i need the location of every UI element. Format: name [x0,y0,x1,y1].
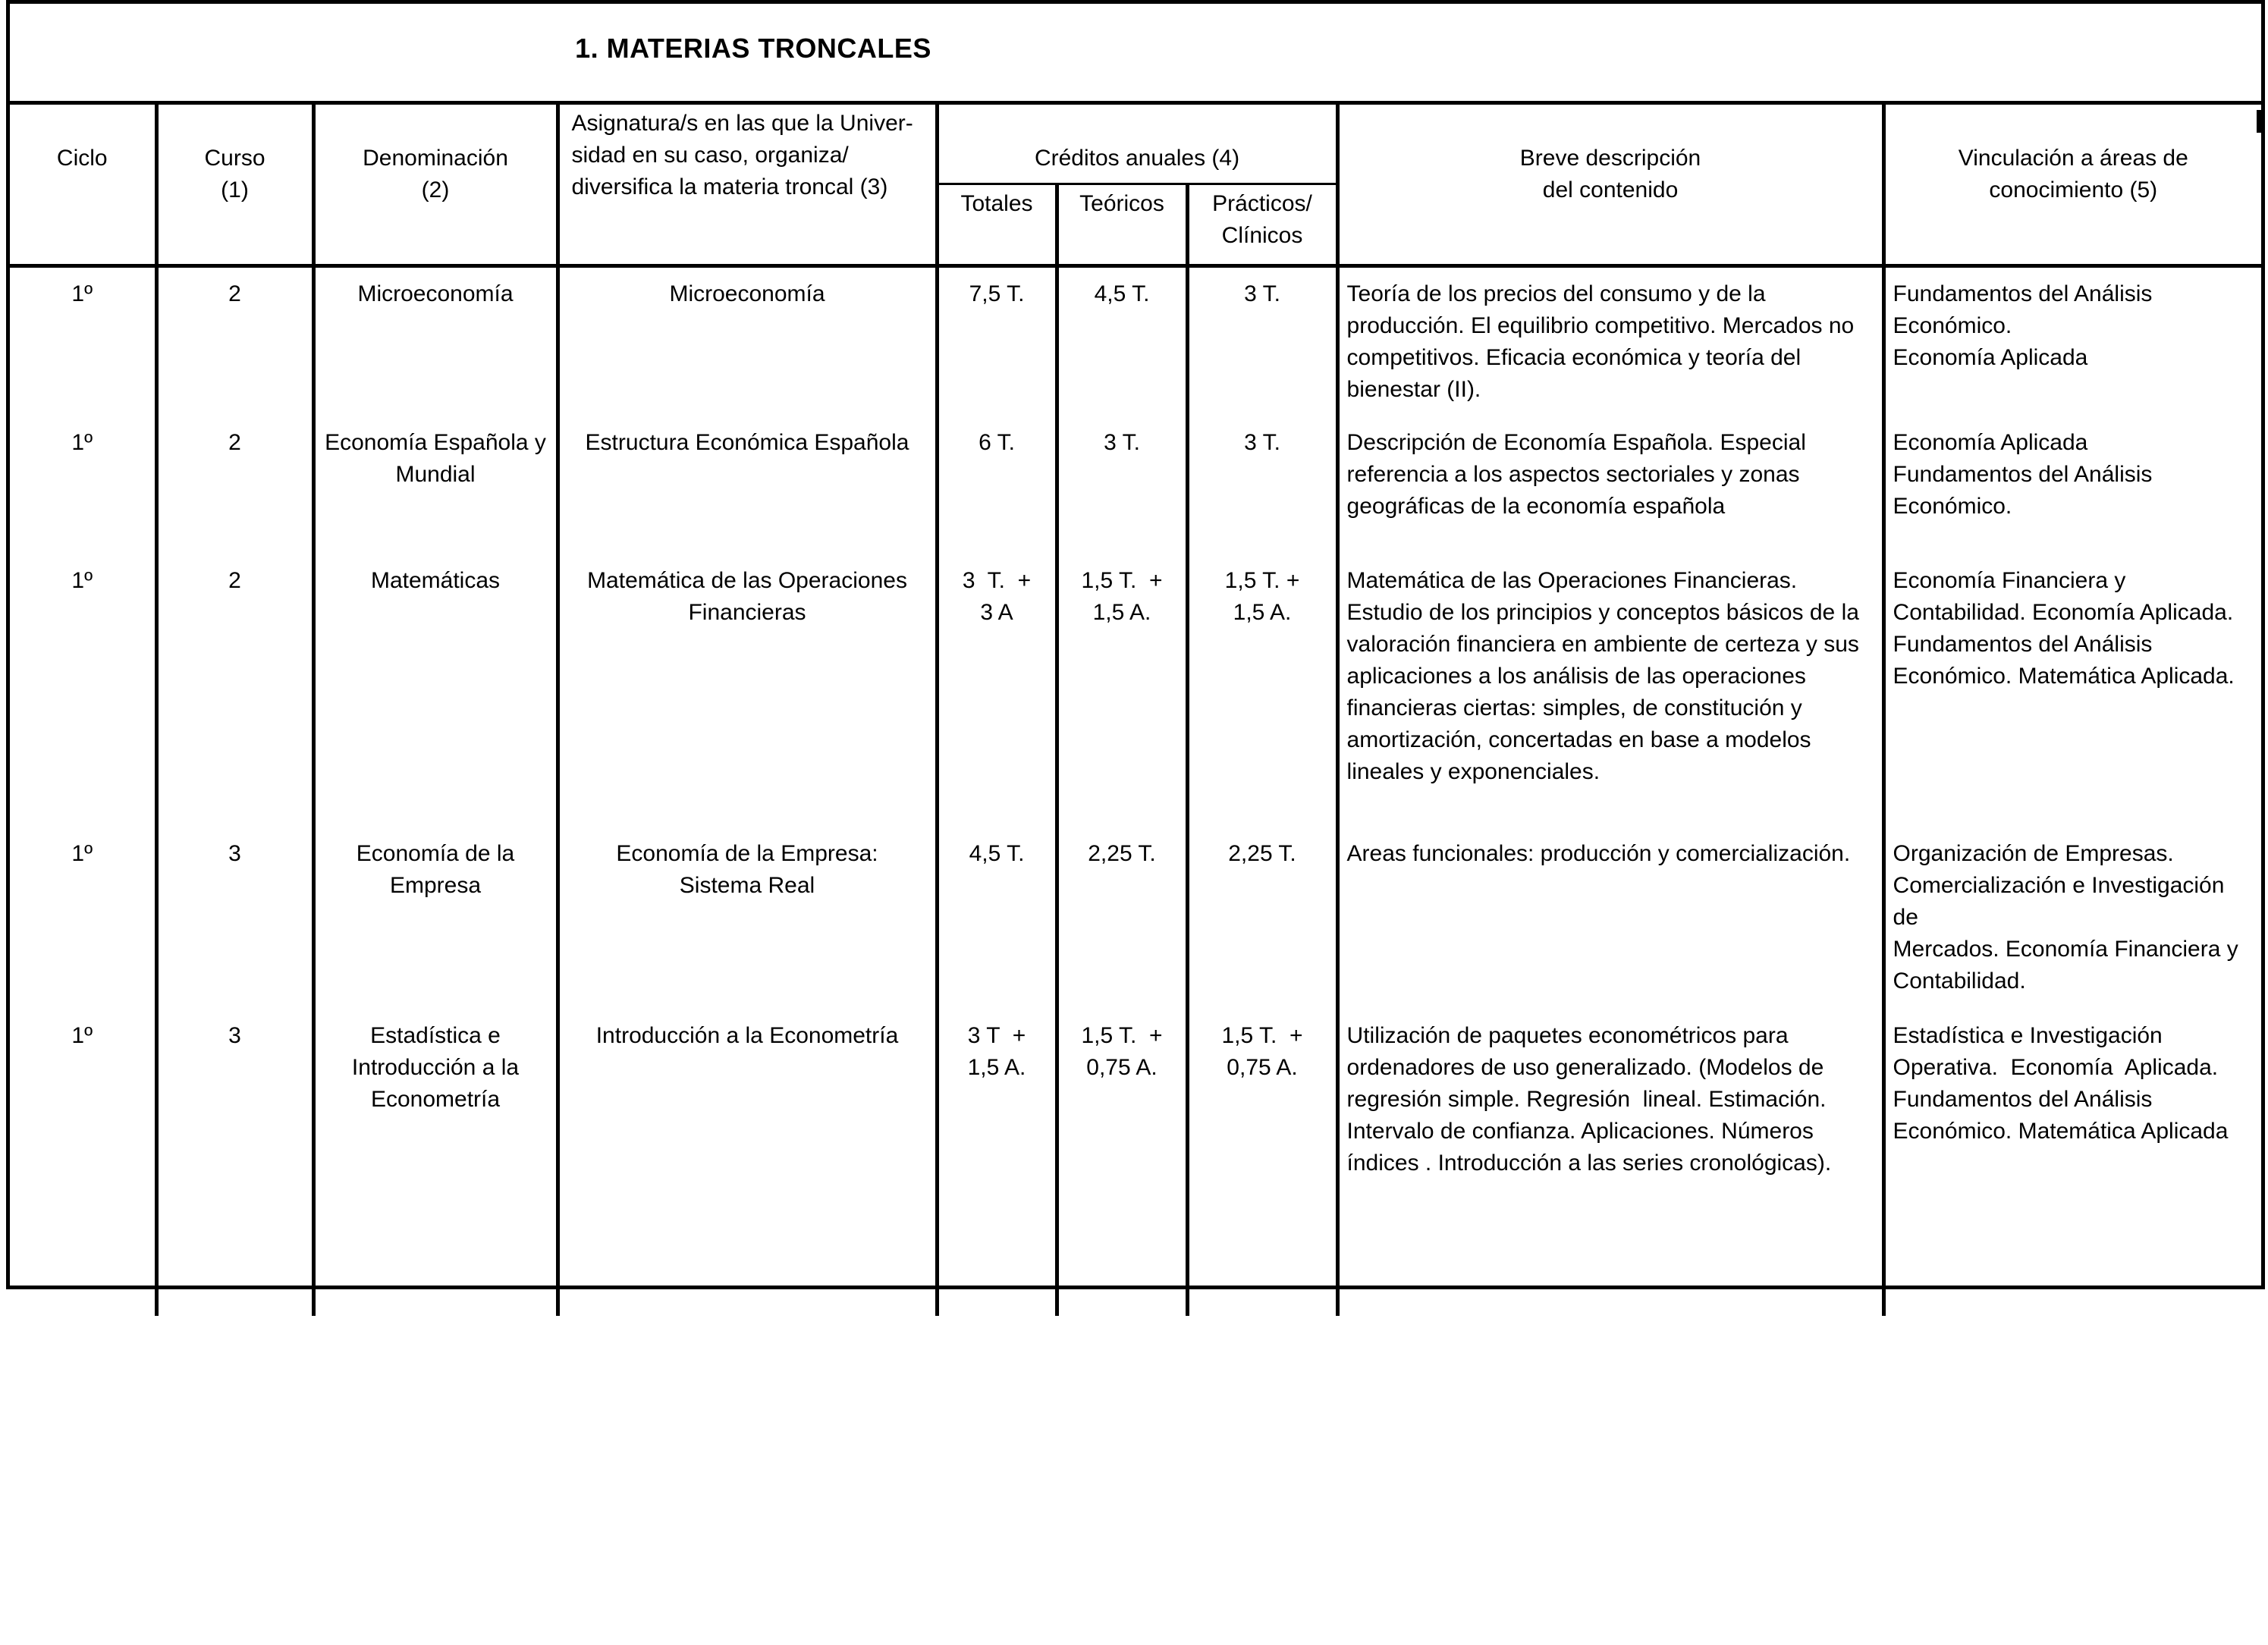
cell-text: Economía de la [356,840,515,866]
cell-text: Introducción a la Econometría [595,1022,899,1048]
cell-text: Operativa. Economía Aplicada. [1893,1054,2219,1080]
cell-curso: 2 [156,416,313,554]
header-ciclo [10,105,156,265]
cell-descripcion [1337,1009,1883,1316]
cell-text: Economía Aplicada [1893,344,2088,370]
cell-denominacion [313,265,558,416]
table-row [10,554,2261,827]
cell-text: Estadística e Investigación [1893,1022,2163,1048]
cell-text: 2,25 T. [1228,840,1296,866]
cell-text: Economía de la Empresa: [616,840,878,866]
title-bar [10,4,2261,105]
cell-asignatura [558,1009,937,1316]
cell-curso: 3 [156,827,313,1009]
cell-teoricos [1057,554,1187,827]
cell-text: amortización, concertadas en base a modelos [1346,727,1811,752]
edge-mark [2257,110,2261,133]
cell-text: Fundamentos del Análisis [1893,281,2153,306]
cell-practicos [1187,416,1337,554]
cell-text: Economía Aplicada [1893,429,2088,455]
cell-descripcion [1337,554,1883,827]
cell-text: Sistema Real [679,872,815,898]
cell-text: Económico. Matemática Aplicada. [1893,663,2235,689]
cell-asignatura [558,827,937,1009]
cell-text: Económico. [1893,312,2012,338]
troncales-sheet [6,0,2265,1289]
cell-text: Economía Española y [325,429,546,455]
header-curso [156,105,313,265]
cell-teoricos [1057,416,1187,554]
cell-text: Matemática de las Operaciones [587,567,907,593]
cell-text: 1,5 A. [1233,599,1292,625]
header-denominacion [313,105,558,265]
cell-text: 3 T + [967,1022,1026,1048]
cell-denominacion [313,416,558,554]
cell-text: ordenadores de uso generalizado. (Modelos de [1346,1054,1824,1080]
cell-text: Empresa [389,872,482,898]
header-descripcion-line: Breve descripción [1519,146,1701,171]
cell-text: Econometría [370,1086,501,1112]
header-practicos-line: Clínicos [1221,222,1303,248]
cell-text: Comercialización e Investigación de [1893,872,2225,930]
header-practicos [1187,184,1337,265]
cell-text: índices . Introducción a las series cronológicas). [1346,1150,1832,1176]
cell-text: 0,75 A. [1227,1054,1298,1080]
cell-text: 4,5 T. [969,840,1025,866]
cell-curso: 2 [156,554,313,827]
header-asignatura-line: Asignatura/s en las que la Univer- [571,111,913,136]
cell-text: Estadística e [370,1022,501,1048]
cell-text: Microeconomía [357,281,514,306]
cell-teoricos [1057,265,1187,416]
cell-practicos [1187,1009,1337,1316]
cell-vinculacion [1883,265,2261,416]
table-row [10,1009,2261,1316]
table-row [10,827,2261,1009]
cell-text: bienestar (II). [1346,376,1481,402]
cell-totales [937,265,1057,416]
cell-ciclo: 1º [10,1009,156,1316]
cell-text: 3 T. [1244,281,1280,306]
cell-text: Estudio de los principios y conceptos básicos de la [1346,599,1859,625]
cell-totales [937,1009,1057,1316]
cell-text: aplicaciones a los análisis de las operaciones [1346,663,1806,689]
cell-practicos [1187,554,1337,827]
cell-practicos [1187,265,1337,416]
cell-vinculacion [1883,416,2261,554]
materias-table [10,105,2261,1316]
cell-text: 3 T. [1244,429,1280,455]
header-creditos [937,105,1337,184]
header-totales [937,184,1057,265]
cell-text: Fundamentos del Análisis [1893,1086,2153,1112]
header-asignatura-line: diversifica la materia troncal (3) [571,174,888,199]
cell-text: 2,25 T. [1088,840,1156,866]
cell-text: 4,5 T. [1094,281,1150,306]
cell-denominacion [313,554,558,827]
cell-totales [937,416,1057,554]
cell-text: Utilización de paquetes econométricos para [1346,1022,1789,1048]
cell-text: Matemática de las Operaciones Financieras. [1346,567,1798,593]
cell-text: 1,5 T. + [1081,1022,1163,1048]
cell-text: referencia a los aspectos sectoriales y zonas [1346,461,1800,487]
cell-ciclo: 1º [10,554,156,827]
header-teoricos-label: Teóricos [1079,190,1164,216]
cell-text: 1,5 A. [967,1054,1026,1080]
cell-text: Contabilidad. [1893,968,2026,994]
cell-text: Teoría de los precios del consumo y de la [1346,281,1766,306]
cell-text: 3 T. + [962,567,1032,593]
cell-descripcion [1337,416,1883,554]
cell-descripcion [1337,827,1883,1009]
header-vinculacion-line: conocimiento (5) [1989,177,2158,202]
cell-asignatura [558,265,937,416]
cell-descripcion [1337,265,1883,416]
cell-text: Descripción de Economía Española. Especial [1346,429,1806,455]
cell-text: Fundamentos del Análisis [1893,461,2153,487]
cell-text: Organización de Empresas. [1893,840,2174,866]
cell-teoricos [1057,827,1187,1009]
header-ciclo-label: Ciclo [56,146,108,171]
header-descripcion [1337,105,1883,265]
cell-text: regresión simple. Regresión lineal. Estimación. [1346,1086,1827,1112]
cell-text: 0,75 A. [1086,1054,1158,1080]
cell-text: Intervalo de confianza. Aplicaciones. Números [1346,1118,1814,1144]
cell-text: 7,5 T. [969,281,1025,306]
header-teoricos [1057,184,1187,265]
cell-asignatura [558,554,937,827]
header-asignatura-line: sidad en su caso, organiza/ [571,143,849,168]
cell-text: Estructura Económica Española [585,429,909,455]
table-row [10,265,2261,416]
cell-text: 3 T. [1104,429,1140,455]
cell-practicos [1187,827,1337,1009]
cell-text: producción. El equilibrio competitivo. Mercados no [1346,312,1855,338]
cell-text: Económico. Matemática Aplicada [1893,1118,2229,1144]
cell-denominacion [313,827,558,1009]
cell-text: 1,5 T. + [1221,1022,1303,1048]
cell-text: Mundial [395,461,476,487]
cell-text: Economía Financiera y [1893,567,2126,593]
cell-text: 6 T. [979,429,1015,455]
table-row [10,416,2261,554]
cell-ciclo: 1º [10,265,156,416]
cell-denominacion [313,1009,558,1316]
cell-text: Areas funcionales: producción y comercialización. [1346,840,1851,866]
header-asignatura [558,105,937,265]
header-practicos-line: Prácticos/ [1212,190,1312,216]
cell-vinculacion [1883,554,2261,827]
header-denominacion-label: Denominación [363,146,508,171]
cell-curso: 2 [156,265,313,416]
header-curso-label: Curso [204,146,265,171]
cell-text: Económico. [1893,493,2012,519]
cell-vinculacion [1883,827,2261,1009]
header-descripcion-line: del contenido [1542,177,1679,202]
cell-text: 1,5 T. + [1224,567,1300,593]
cell-totales [937,827,1057,1009]
cell-text: Fundamentos del Análisis [1893,631,2153,657]
cell-totales [937,554,1057,827]
cell-text: valoración financiera en ambiente de certeza y sus [1346,631,1859,657]
header-vinculacion [1883,105,2261,265]
cell-ciclo: 1º [10,416,156,554]
header-totales-label: Totales [960,190,1033,216]
cell-text: 3 A [980,599,1013,625]
cell-text: financieras ciertas: simples, de constitución y [1346,695,1802,720]
cell-ciclo: 1º [10,827,156,1009]
header-row [10,105,2261,184]
cell-text: 1,5 A. [1092,599,1151,625]
cell-text: Microeconomía [669,281,825,306]
header-creditos-label: Créditos anuales (4) [1034,146,1240,171]
header-vinculacion-line: Vinculación a áreas de [1958,146,2188,171]
header-denominacion-note: (2) [421,177,450,202]
cell-text: competitivos. Eficacia económica y teoría del [1346,344,1802,370]
cell-vinculacion [1883,1009,2261,1316]
cell-text: Financieras [688,599,806,625]
cell-text: lineales y exponenciales. [1346,758,1600,784]
cell-text: Contabilidad. Economía Aplicada. [1893,599,2234,625]
header-curso-note: (1) [221,177,249,202]
cell-teoricos [1057,1009,1187,1316]
cell-text: Introducción a la [351,1054,520,1080]
page-title: 1. MATERIAS TRONCALES [575,33,931,64]
cell-asignatura [558,416,937,554]
cell-text: Matemáticas [370,567,501,593]
cell-curso: 3 [156,1009,313,1316]
cell-text: geográficas de la economía española [1346,493,1726,519]
cell-text: Mercados. Economía Financiera y [1893,936,2238,962]
cell-text: 1,5 T. + [1081,567,1163,593]
